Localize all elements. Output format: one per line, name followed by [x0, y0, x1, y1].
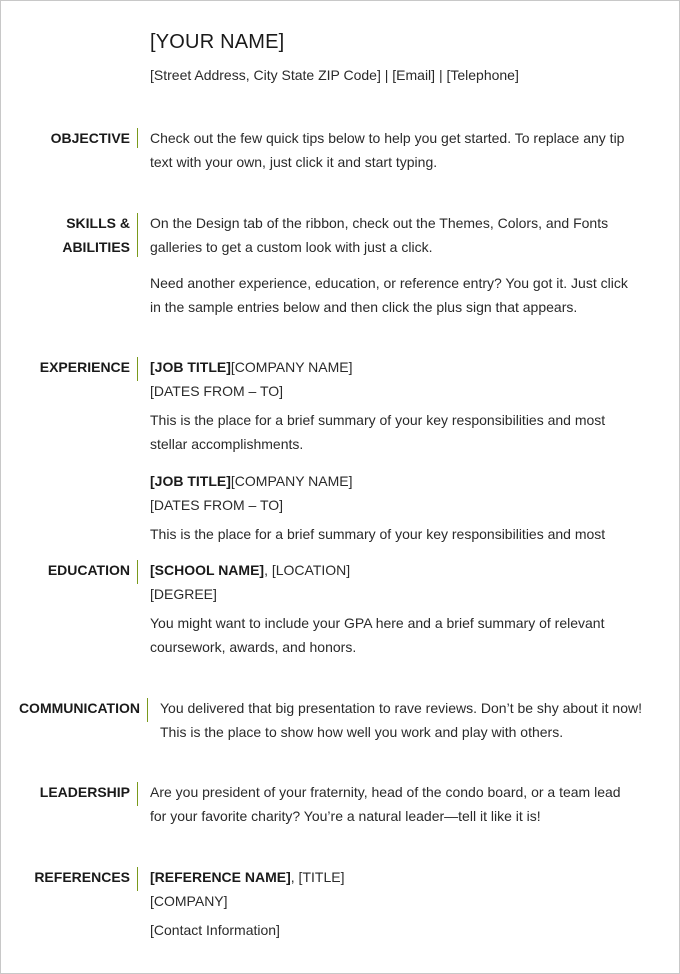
experience-entry-1-summary-line-1[interactable]: This is the place for a brief summary of your key responsibilities and most [150, 412, 606, 428]
section-label-experience: EXPERIENCE [39, 359, 130, 375]
section-label-leadership: LEADERSHIP [39, 784, 130, 800]
experience-entry-2-heading[interactable] [150, 469, 353, 493]
section-label-skills-line-2: ABILITIES [62, 239, 130, 255]
job-title: [JOB TITLE] [150, 359, 231, 375]
school-name: [SCHOOL NAME] [150, 562, 265, 578]
objective-line-1[interactable]: Check out the few quick tips below to help you get started. To replace any tip [150, 130, 625, 146]
company-name: [COMPANY NAME] [230, 473, 353, 489]
objective-line-2[interactable]: text with your own, just click it and start typing. [150, 154, 438, 170]
skills-para2-line-1[interactable]: Need another experience, education, or reference entry? You got it. Just click [150, 275, 628, 291]
education-summary-line-2[interactable]: coursework, awards, and honors. [150, 639, 357, 655]
experience-entry-1-heading[interactable] [150, 355, 353, 379]
school-location: , [LOCATION] [264, 562, 351, 578]
section-rule-objective [137, 128, 138, 148]
company-name: [COMPANY NAME] [230, 359, 353, 375]
experience-entry-1-summary-line-2[interactable]: stellar accomplishments. [150, 436, 304, 452]
education-heading[interactable] [150, 558, 350, 582]
skills-para2-line-2[interactable]: in the sample entries below and then click the plus sign that appears. [150, 299, 578, 315]
reference-company[interactable]: [COMPANY] [150, 893, 228, 909]
experience-entry-2-dates[interactable]: [DATES FROM – TO] [150, 497, 284, 513]
leadership-line-2[interactable]: for your favorite charity? You’re a natural leader—tell it like it is! [150, 808, 541, 824]
resume-name[interactable]: [YOUR NAME] [150, 31, 285, 53]
skills-para1-line-2[interactable]: galleries to get a custom look with just a click. [150, 239, 433, 255]
section-label-objective: OBJECTIVE [50, 130, 130, 146]
section-label-references: REFERENCES [34, 869, 130, 885]
communication-line-2[interactable]: This is the place to show how well you work and play with others. [160, 724, 564, 740]
education-degree[interactable]: [DEGREE] [150, 586, 217, 602]
reference-title: , [TITLE] [290, 869, 345, 885]
reference-heading[interactable] [150, 865, 344, 889]
section-label-skills-line-1: SKILLS & [66, 215, 130, 231]
section-rule-skills [137, 213, 138, 257]
education-summary-line-1[interactable]: You might want to include your GPA here and a brief summary of relevant [150, 615, 605, 631]
job-title: [JOB TITLE] [150, 473, 231, 489]
section-rule-communication [147, 698, 148, 722]
section-rule-experience [137, 357, 138, 381]
reference-name: [REFERENCE NAME] [150, 869, 291, 885]
leadership-line-1[interactable]: Are you president of your fraternity, head of the condo board, or a team lead [150, 784, 621, 800]
section-rule-education [137, 560, 138, 584]
communication-line-1[interactable]: You delivered that big presentation to rave reviews. Don’t be shy about it now! [160, 700, 642, 716]
section-label-communication: COMMUNICATION [18, 700, 140, 716]
contact-line[interactable]: [Street Address, City State ZIP Code] | [Email] | [Telephone] [150, 67, 519, 83]
section-rule-leadership [137, 782, 138, 806]
reference-contact-info[interactable]: [Contact Information] [150, 922, 280, 938]
section-rule-references [137, 867, 138, 891]
skills-para1-line-1[interactable]: On the Design tab of the ribbon, check out the Themes, Colors, and Fonts [150, 215, 609, 231]
experience-entry-1-dates[interactable]: [DATES FROM – TO] [150, 383, 284, 399]
section-label-education: EDUCATION [47, 562, 130, 578]
experience-entry-2-summary-line-1[interactable]: This is the place for a brief summary of your key responsibilities and most [150, 526, 606, 542]
